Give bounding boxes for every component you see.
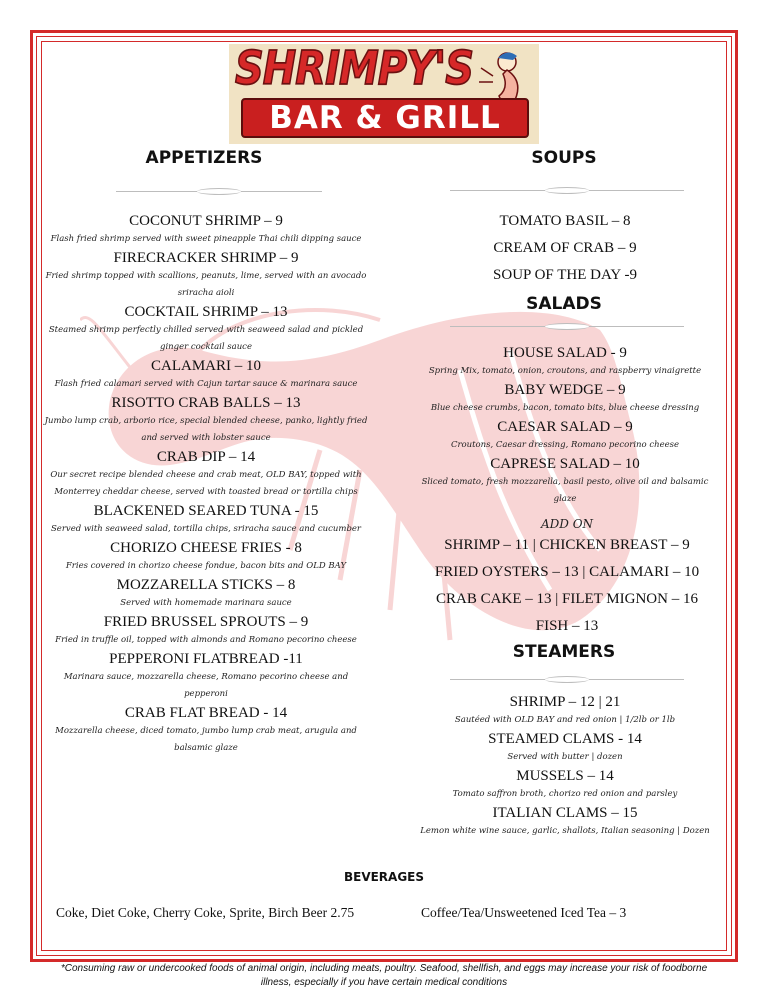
add-on-item: FISH – 13 [535, 618, 599, 634]
logo-title: SHRIMPY'S [235, 44, 474, 96]
salads-heading: SALADS [526, 294, 602, 314]
item-description: Blue cheese crumbs, bacon, tomato bits, blue cheese dressing [430, 403, 700, 413]
item-description: Spring Mix, tomato, onion, croutons, and raspberry vinaigrette [428, 366, 702, 376]
item-description: Served with butter | dozen [507, 752, 623, 762]
menu-item [404, 343, 726, 380]
menu-item [44, 356, 368, 393]
item-description: Sautéed with OLD BAY and red onion | 1/2lb or 1lb [454, 715, 676, 725]
appetizers-divider [116, 191, 322, 192]
item-description: Fried in truffle oil, topped with almonds and Romano pecorino cheese [55, 635, 357, 645]
soup-item: SOUP OF THE DAY -9 [493, 267, 637, 283]
item-name: COCONUT SHRIMP – 9 [129, 213, 283, 229]
soup-item: CREAM OF CRAB – 9 [493, 240, 637, 256]
item-name: SHRIMP – 12 | 21 [509, 694, 621, 710]
beverages-hot-drinks: Coffee/Tea/Unsweetened Iced Tea – 3 [421, 905, 627, 920]
food-safety-disclaimer: *Consuming raw or undercooked foods of animal origin, including meats, poultry. Seafood, shellfish, and eggs may increase your risk of foodborne illness, especially if you have certain medical conditions [60, 963, 708, 988]
item-name: CHORIZO CHEESE FRIES - 8 [110, 540, 302, 556]
menu-item [404, 454, 726, 508]
item-name: FRIED BRUSSEL SPROUTS – 9 [103, 614, 309, 630]
item-name: BABY WEDGE – 9 [504, 382, 626, 398]
soup-item: TOMATO BASIL – 8 [499, 213, 631, 229]
item-name: CALAMARI – 10 [150, 358, 261, 374]
item-description: Flash fried shrimp served with sweet pineapple Thai chili dipping sauce [50, 234, 362, 244]
menu-item [404, 417, 726, 454]
appetizers-heading: APPETIZERS [145, 148, 263, 168]
menu-item [404, 692, 726, 729]
add-on-item: CRAB CAKE – 13 | FILET MIGNON – 16 [436, 591, 698, 607]
logo-banner [241, 98, 529, 138]
menu-item [404, 729, 726, 766]
item-description: Served with seaweed salad, tortilla chips, sriracha sauce and cucumber [50, 524, 361, 534]
add-on-item: SHRIMP – 11 | CHICKEN BREAST – 9 [444, 537, 690, 553]
salads-divider [450, 326, 684, 327]
steamers-divider [450, 679, 684, 680]
item-name: HOUSE SALAD - 9 [503, 345, 627, 361]
soups-list [420, 208, 710, 289]
appetizers-list [44, 211, 368, 757]
item-name: CRAB DIP – 14 [156, 449, 256, 465]
item-description: Fried shrimp topped with scallions, peanuts, lime, served with an avocado sriracha aioli [45, 271, 367, 298]
item-name: FIRECRACKER SHRIMP – 9 [113, 250, 299, 266]
menu-item [44, 703, 368, 757]
steamers-heading: STEAMERS [512, 642, 616, 662]
menu-item [44, 575, 368, 612]
item-name: PEPPERONI FLATBREAD -11 [109, 651, 303, 667]
item-name: CAPRESE SALAD – 10 [490, 456, 640, 472]
menu-item [44, 447, 368, 501]
menu-item [44, 538, 368, 575]
add-on-label: ADD ON [540, 517, 594, 531]
item-description: Marinara sauce, mozzarella cheese, Romano pecorino cheese and pepperoni [63, 672, 349, 699]
item-name: CAESAR SALAD – 9 [497, 419, 633, 435]
menu-item [44, 501, 368, 538]
logo-subtitle: BAR & GRILL [269, 100, 501, 136]
item-name: RISOTTO CRAB BALLS – 13 [111, 395, 301, 411]
item-description: Jumbo lump crab, arborio rice, special blended cheese, panko, lightly fried and served with lobster sauce [44, 416, 368, 443]
soups-divider [450, 190, 684, 191]
item-name: ITALIAN CLAMS – 15 [492, 805, 638, 821]
add-on-item: FRIED OYSTERS – 13 | CALAMARI – 10 [434, 564, 700, 580]
item-description: Sliced tomato, fresh mozzarella, basil pesto, olive oil and balsamic glaze [421, 477, 709, 504]
item-description: Fries covered in chorizo cheese fondue, bacon bits and OLD BAY [65, 561, 347, 571]
menu-item [404, 803, 726, 840]
item-description: Our secret recipe blended cheese and crab meat, OLD BAY, topped with Monterrey cheddar cheese, served with toasted bread or tortilla chips [50, 470, 362, 497]
item-description: Steamed shrimp perfectly chilled served with seaweed salad and pickled ginger cocktail sauce [48, 325, 364, 352]
item-name: STEAMED CLAMS - 14 [488, 731, 642, 747]
item-description: Lemon white wine sauce, garlic, shallots, Italian seasoning | Dozen [420, 826, 710, 836]
salads-list [404, 343, 726, 508]
item-description: Croutons, Caesar dressing, Romano pecorino cheese [450, 440, 680, 450]
soups-heading: SOUPS [531, 148, 597, 168]
item-description: Served with homemade marinara sauce [120, 598, 292, 608]
menu-item [44, 649, 368, 703]
item-name: COCKTAIL SHRIMP – 13 [124, 304, 288, 320]
item-description: Tomato saffron broth, chorizo red onion and parsley [452, 789, 678, 799]
menu-item [404, 380, 726, 417]
item-name: MUSSELS – 14 [516, 768, 614, 784]
menu-item [404, 766, 726, 803]
menu-item [44, 393, 368, 447]
menu-item [44, 612, 368, 649]
menu-item [44, 302, 368, 356]
item-name: BLACKENED SEARED TUNA - 15 [93, 503, 319, 519]
item-description: Flash fried calamari served with Cajun tartar sauce & marinara sauce [54, 379, 358, 389]
item-name: MOZZARELLA STICKS – 8 [116, 577, 296, 593]
menu-item [44, 211, 368, 248]
steamers-list [404, 692, 726, 840]
item-name: CRAB FLAT BREAD - 14 [124, 705, 288, 721]
item-description: Mozzarella cheese, diced tomato, jumbo lump crab meat, arugula and balsamic glaze [55, 726, 357, 753]
restaurant-logo [229, 44, 539, 144]
add-on-list [412, 516, 722, 640]
menu-item [44, 248, 368, 302]
beverages-soft-drinks: Coke, Diet Coke, Cherry Coke, Sprite, Birch Beer 2.75 [56, 905, 355, 920]
beverages-heading: BEVERAGES [343, 870, 425, 884]
